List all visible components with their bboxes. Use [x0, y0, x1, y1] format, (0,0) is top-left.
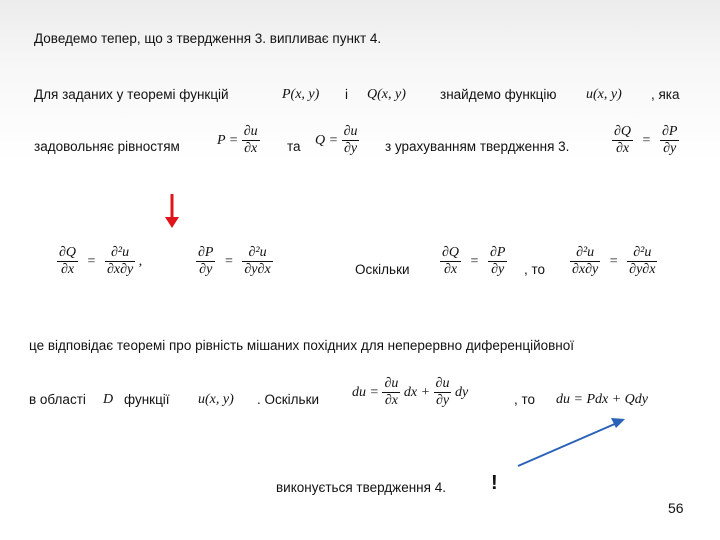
eq-final: du = Pdx + Qdy [556, 392, 648, 407]
intro-line: Доведемо тепер, що з твердження 3. випливає пункт 4. [34, 31, 382, 46]
considering-text: з урахуванням твердження 3. [385, 139, 570, 154]
du-equals: du = [352, 384, 379, 400]
numerator: ∂P [198, 245, 214, 260]
and-text: та [287, 139, 301, 154]
denominator: ∂x [615, 141, 630, 156]
numerator: ∂²u [105, 245, 135, 262]
numerator: ∂u [343, 124, 358, 139]
conclusion-text: виконується твердження 4. [276, 480, 446, 495]
satisfies-text: задовольняє рівностям [34, 139, 180, 154]
find-function-text: знайдемо функцію [440, 87, 557, 102]
blue-diagonal-arrow-icon [518, 418, 625, 466]
numerator: ∂u [384, 376, 399, 391]
of-function-text: функції [124, 392, 170, 407]
function-u: u(x, y) [586, 87, 622, 102]
denominator: ∂x [244, 141, 258, 156]
denominator: ∂y [491, 262, 505, 277]
denominator: ∂x [60, 262, 75, 277]
equals-sign: = [609, 253, 618, 269]
function-Q: Q(x, y) [367, 87, 406, 102]
denominator: ∂y [199, 262, 213, 277]
equals-sign: = [642, 132, 651, 148]
numerator: ∂²u [627, 245, 657, 262]
domain-D: D [103, 392, 114, 407]
equals-sign: = [470, 253, 479, 269]
denominator: ∂y [435, 393, 450, 408]
exclamation-mark: ! [491, 472, 498, 494]
denominator: ∂y∂x [629, 262, 656, 277]
numerator: ∂u [435, 376, 450, 391]
equals-sign: = [87, 253, 96, 269]
equals-sign: = [224, 253, 233, 269]
numerator: ∂u [243, 124, 258, 139]
denominator: ∂x∂y [572, 262, 599, 277]
red-down-arrow-icon [165, 194, 179, 228]
denominator: ∂y∂x [244, 262, 271, 277]
which-text: , яка [651, 87, 680, 102]
numerator: ∂Q [59, 245, 77, 260]
since-text-2: . Оскільки [257, 392, 320, 407]
function-P: P(x, y) [282, 87, 320, 102]
numerator: ∂P [489, 245, 506, 260]
numerator: ∂²u [242, 245, 272, 262]
denominator: ∂y [343, 141, 358, 156]
denominator: ∂x [443, 262, 458, 277]
eq-P-lhs: P = [217, 132, 239, 148]
in-domain-text: в області [29, 392, 86, 407]
denominator: ∂y [663, 141, 677, 156]
given-functions-text: Для заданих у теоремі функцій [34, 87, 229, 102]
eq-Q-lhs: Q = [315, 132, 339, 148]
numerator: ∂P [661, 124, 678, 139]
then-text: , то [524, 262, 546, 277]
dy-term: dy [454, 384, 469, 400]
numerator: ∂Q [442, 245, 460, 260]
denominator: ∂x∂y [106, 262, 134, 277]
then-text-2: , то [514, 392, 536, 407]
since-text: Оскільки [355, 262, 410, 277]
comma: , [138, 253, 143, 269]
theorem-correspondence-text: це відповідає теоремі про рівність мішаних похідних для неперервно диференційовної [29, 338, 575, 353]
numerator: ∂Q [614, 124, 632, 139]
dx-plus: dx + [403, 384, 431, 400]
function-u-2: u(x, y) [198, 392, 234, 407]
page-number: 56 [668, 500, 684, 516]
numerator: ∂²u [570, 245, 600, 262]
denominator: ∂x [384, 393, 398, 408]
conjunction-i: і [345, 87, 348, 102]
